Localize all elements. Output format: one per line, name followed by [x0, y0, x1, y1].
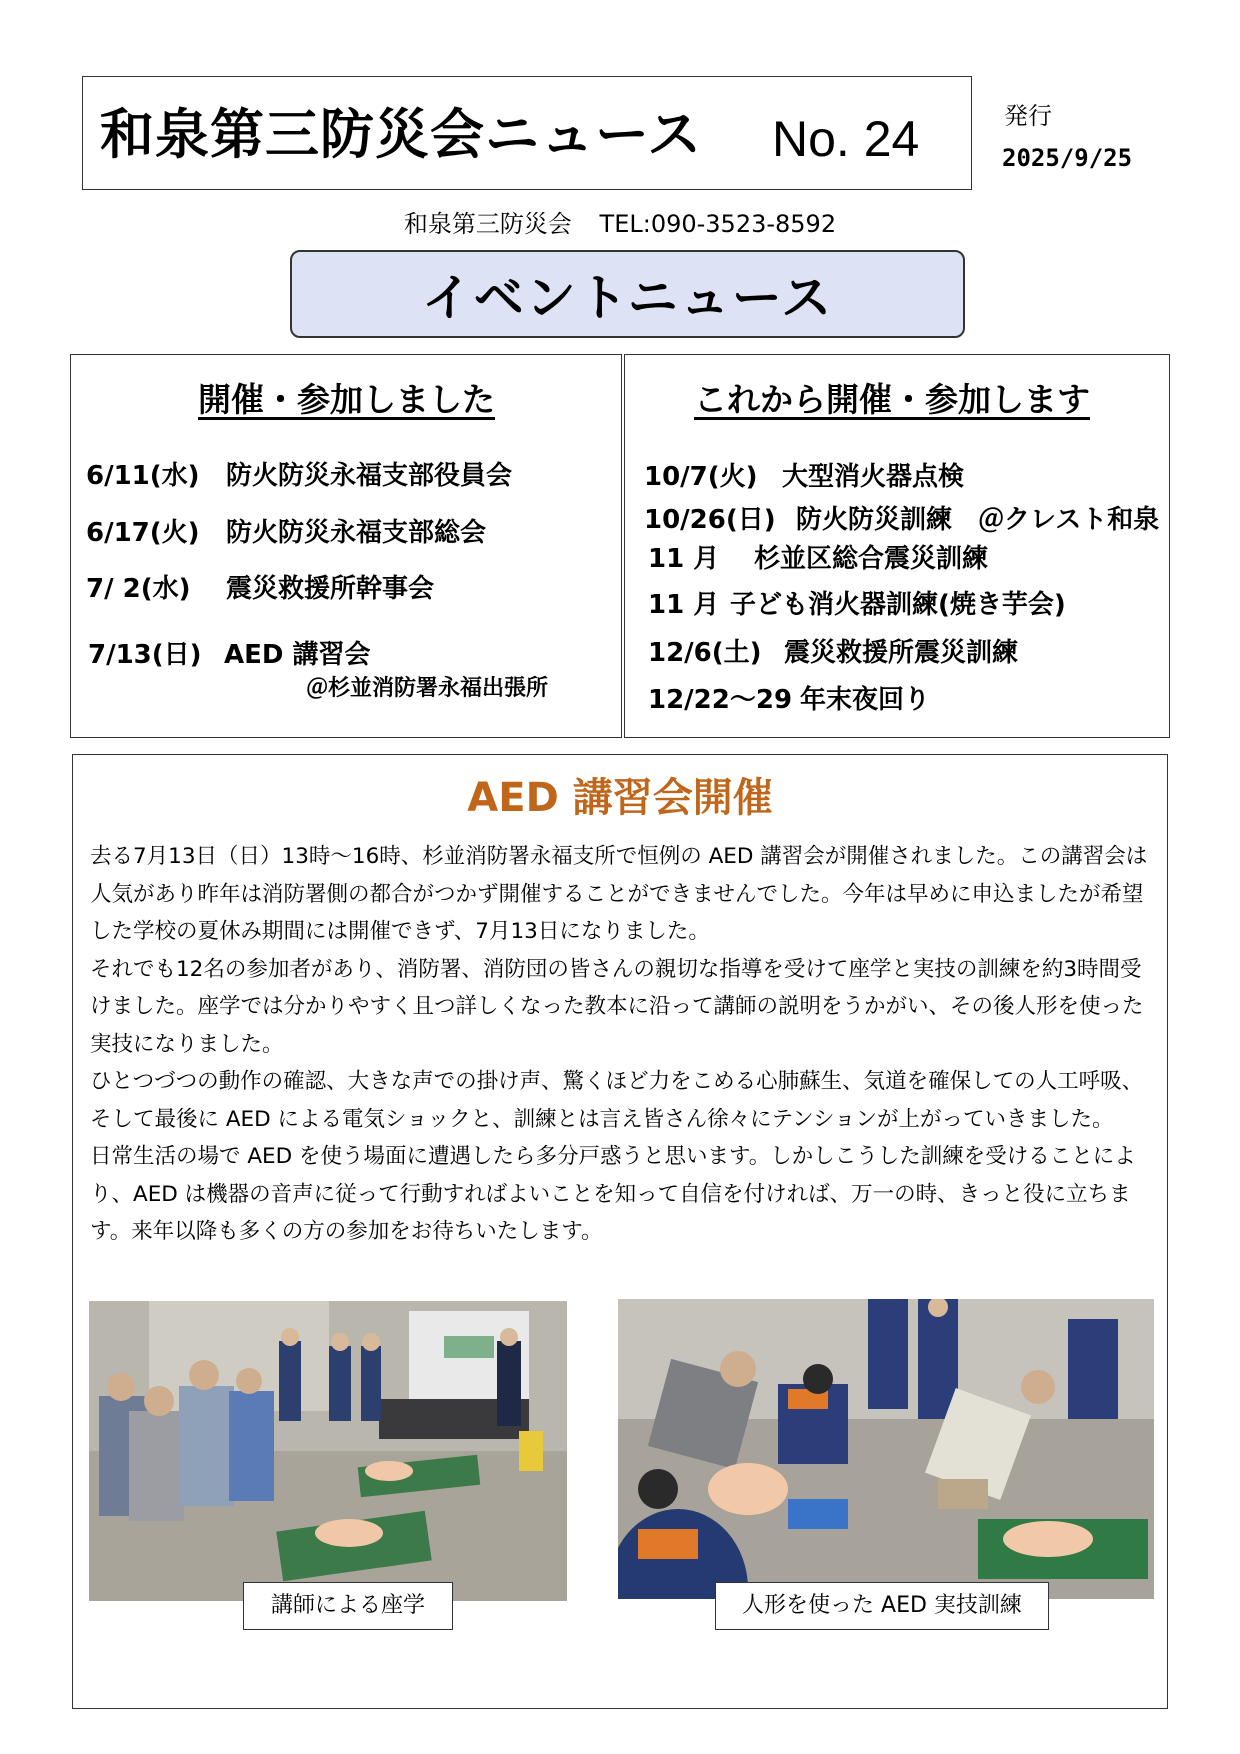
event-name: 震災救援所震災訓練 [784, 638, 1019, 668]
event-place: ＠杉並消防署永福出張所 [306, 676, 549, 701]
article-paragraph: 日常生活の場で AED を使う場面に遭遇したら多分戸惑うと思います。しかしこうした訓練を受けることにより、AED は機器の音声に従って行動すればよいことを知って自信を付ければ、万一の時、きっと役に立ちます。来年以降も多くの方の参加をお待ちいたします。 [90, 1144, 1136, 1244]
lecture-photo [89, 1301, 567, 1601]
aed-article-body [90, 838, 1152, 1251]
upcoming-event [644, 464, 964, 490]
lecture-photo-illustration [89, 1301, 567, 1601]
event-date: 11 月 [648, 590, 720, 620]
newsletter-title: 和泉第三防災会ニュース [100, 103, 703, 166]
past-event [86, 520, 486, 546]
upcoming-event [644, 507, 1159, 533]
article-paragraph: それでも12名の参加者があり、消防署、消防団の皆さんの親切な指導を受けて座学と実技の訓練を約3時間受けました。座学では分かりやすく且つ詳しくなった教本に沿って講師の説明をうかがい、その後人形を使った実技になりました。 [90, 956, 1144, 1057]
article-paragraph: 去る7月13日（日）13時～16時、杉並消防署永福支所で恒例の AED 講習会が開催されました。この講習会は人気があり昨年は消防署側の都合がつかず開催することができませんでした。今年は早めに申込ましたが希望した学校の夏休み期間には開催できず、7月13日になりました。 [90, 844, 1148, 944]
article-paragraph: ひとつづつの動作の確認、大きな声での掛け声、驚くほど力をこめる心肺蘇生、気道を確保しての人工呼吸、そして最後に AED による電気ショックと、訓練とは言え皆さん徐々にテンションが上がっていきました。 [90, 1069, 1144, 1132]
event-name: 防火防災訓練 ＠クレスト和泉 [796, 505, 1160, 535]
issue-number: No. 24 [772, 111, 920, 167]
event-name: AED 講習会 [224, 640, 371, 670]
telephone: TEL:090-3523-8592 [599, 210, 837, 238]
event-date: 7/ 2(水) [86, 574, 191, 604]
issue-label: 発行 [1004, 102, 1052, 130]
event-news-banner: イベントニュース [290, 250, 965, 338]
practice-photo-caption: 人形を使った AED 実技訓練 [715, 1582, 1049, 1630]
upcoming-event [648, 546, 988, 572]
event-name: 杉並区総合震災訓練 [754, 544, 989, 574]
upcoming-event [648, 592, 1066, 618]
upcoming-event [648, 687, 930, 713]
past-event [86, 463, 512, 489]
event-date: 12/22～29 [648, 685, 793, 715]
lecture-photo-caption: 講師による座学 [243, 1582, 453, 1630]
organization-line [0, 212, 1240, 236]
practice-photo [618, 1299, 1154, 1599]
event-name: 大型消火器点検 [782, 462, 965, 492]
event-date: 6/11(水) [86, 461, 200, 491]
organization-name: 和泉第三防災会 [403, 210, 572, 238]
event-name: 防火防災永福支部役員会 [226, 461, 513, 491]
event-date: 10/26(日) [644, 505, 776, 535]
event-date: 12/6(土) [648, 638, 762, 668]
issue-date: 2025/9/25 [1002, 144, 1133, 172]
practice-photo-illustration [618, 1299, 1154, 1599]
event-date: 10/7(火) [644, 462, 758, 492]
event-date: 7/13(日) [88, 640, 202, 670]
event-name: 年末夜回り [800, 685, 931, 715]
upcoming-events-heading: これから開催・参加します [694, 380, 1090, 419]
past-events-heading: 開催・参加しました [198, 380, 495, 419]
upcoming-event [648, 640, 1018, 666]
past-event [88, 642, 371, 668]
event-name: 子ども消火器訓練(焼き芋会) [730, 590, 1066, 620]
event-date: 11 月 [648, 544, 720, 574]
past-event [86, 576, 434, 602]
event-date: 6/17(火) [86, 518, 200, 548]
aed-article-title: AED 講習会開催 [467, 775, 773, 821]
event-name: 防火防災永福支部総会 [226, 518, 487, 548]
event-name: 震災救援所幹事会 [226, 574, 435, 604]
